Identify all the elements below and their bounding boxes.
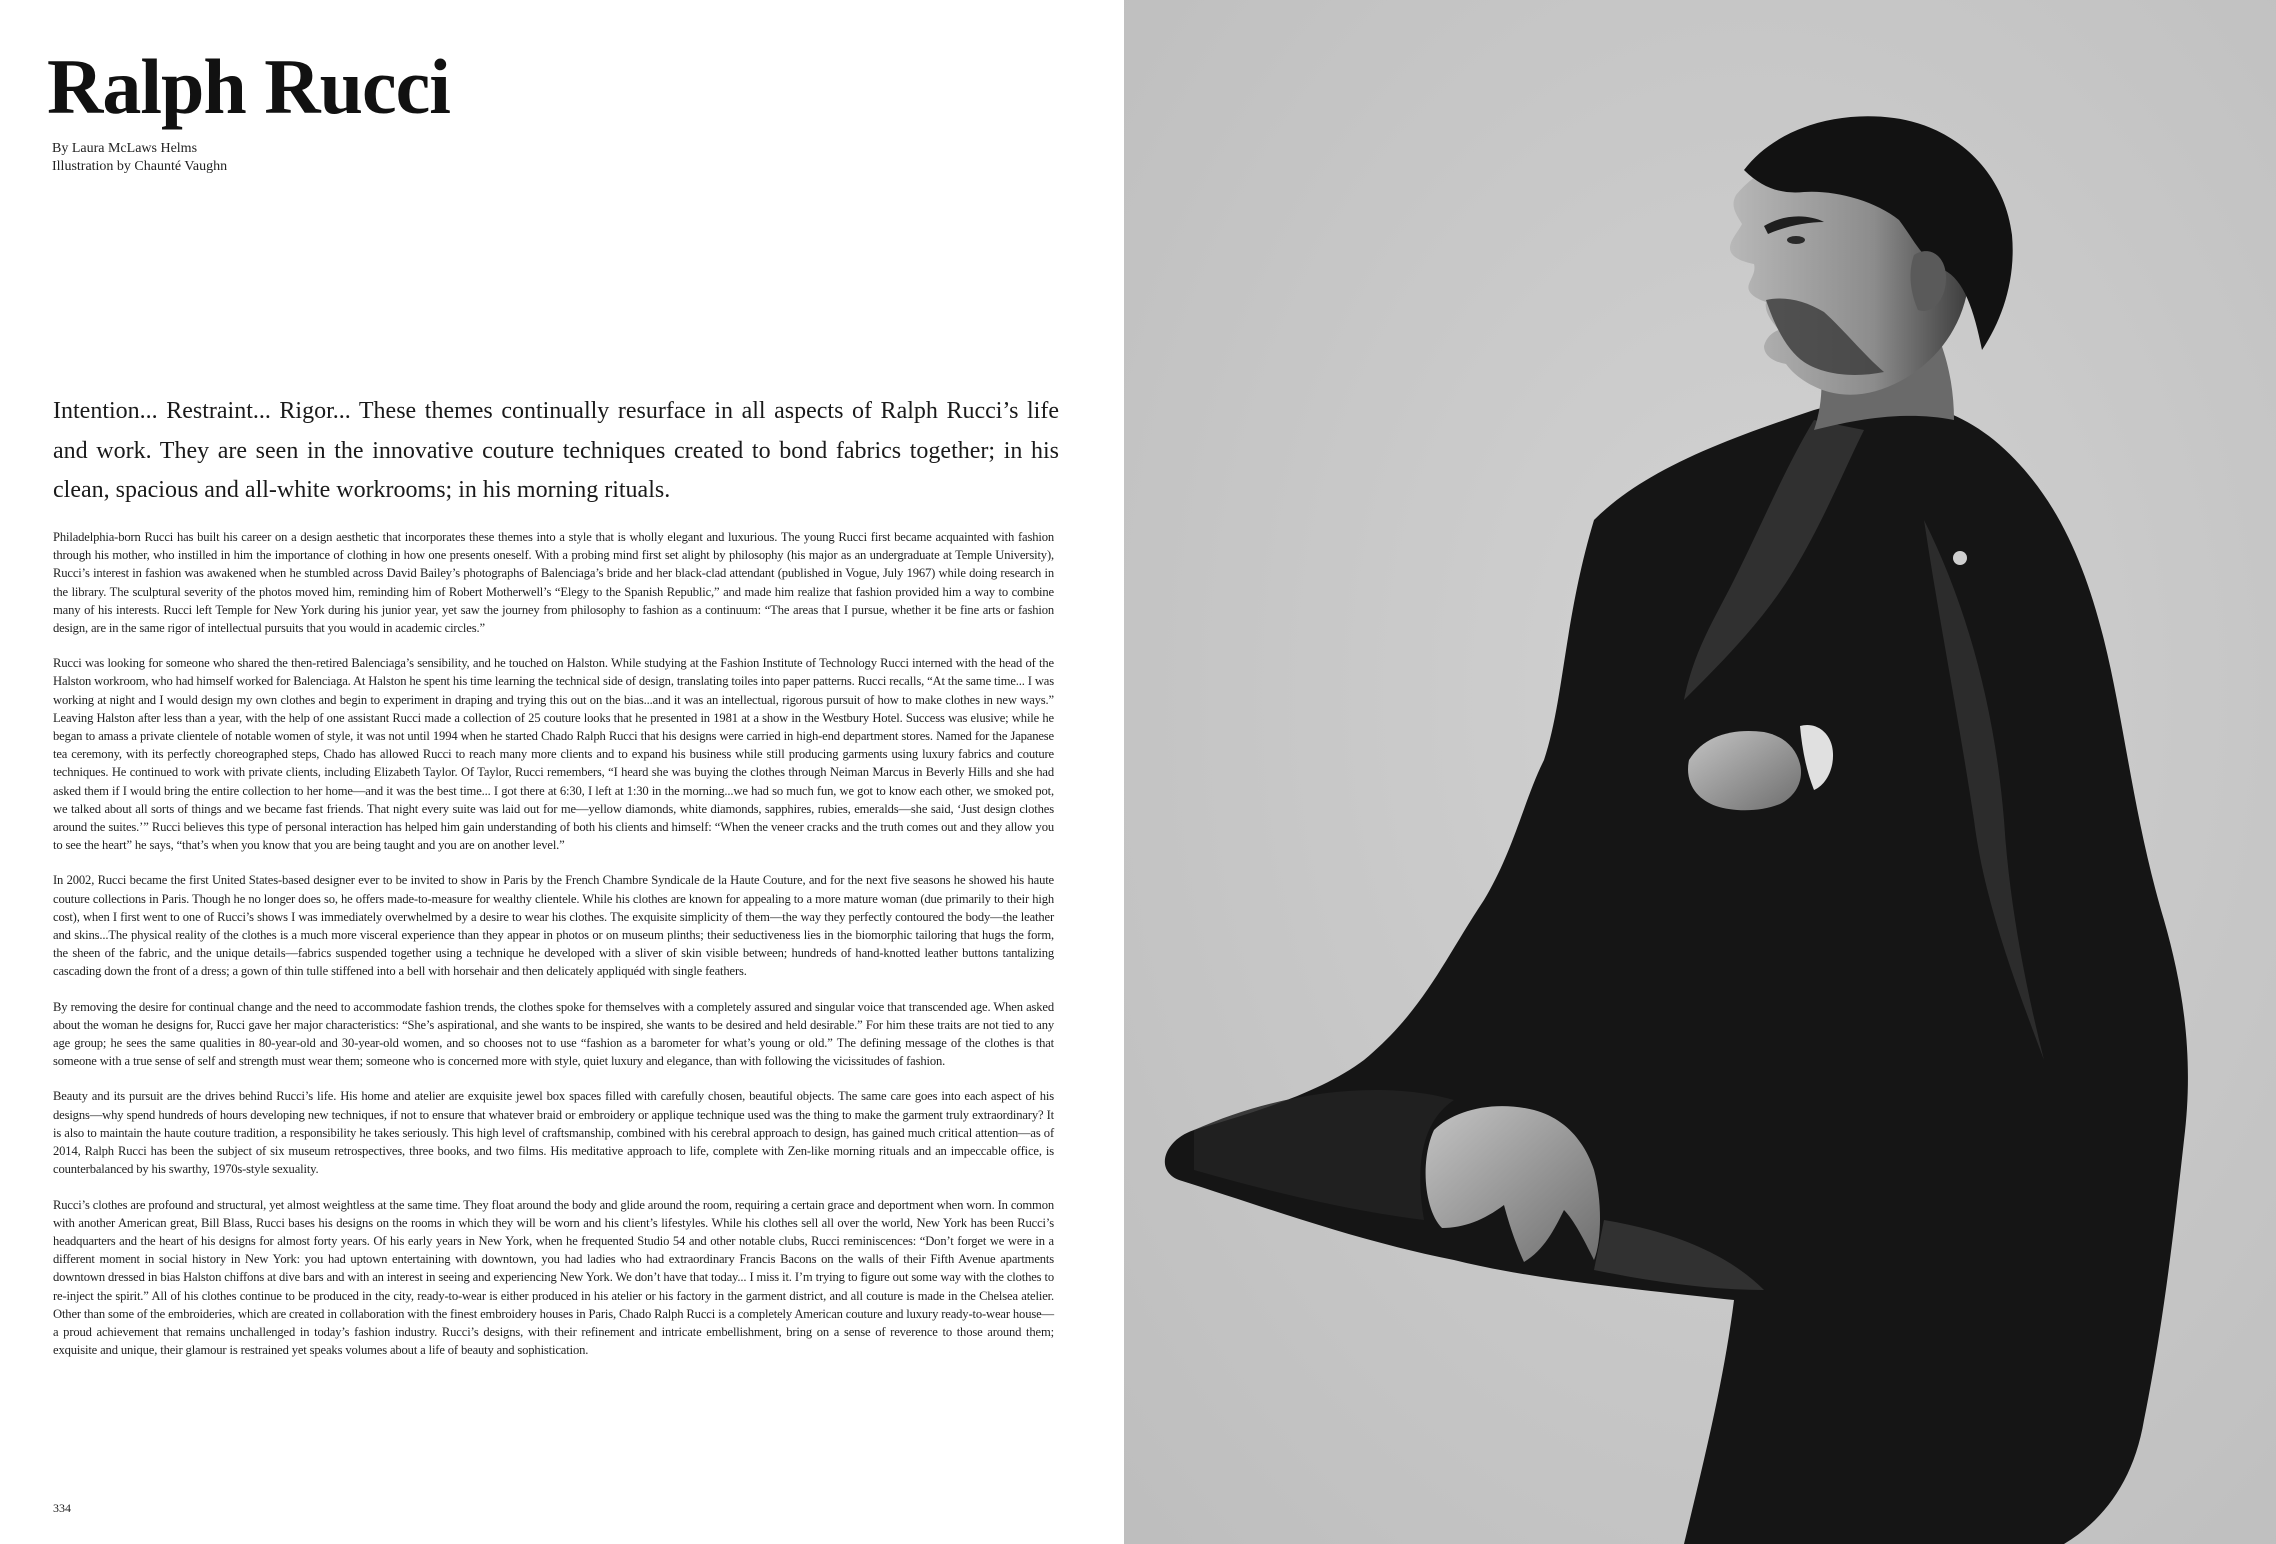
body-paragraph: Beauty and its pursuit are the drives behind Rucci’s life. His home and atelier are exquisite jewel box spaces filled with carefully chosen, beautiful objects. The same care goes into each aspect of his designs—why spend hundreds of hours developing new techniques, if not to ensure that whatever braid or embroidery or applique technique used was the thing to make the garment truly extraordinary? It is also to maintain the haute couture tradition, a responsibility he takes seriously. This high level of craftsmanship, combined with his cerebral approach to design, has gained much critical attention—as of 2014, Ralph Rucci has been the subject of six museum retrospectives, three books, and two films. His meditative approach to life, complete with Zen-like morning rituals and an impeccable office, is counterbalanced by his swarthy, 1970s-style sexuality.	[53, 1089, 1054, 1177]
eye	[1787, 236, 1805, 244]
body-paragraph: Rucci’s clothes are profound and structural, yet almost weightless at the same time. They float around the body and glide around the room, requiring a certain grace and deportment when worn. In common with another American great, Bill Blass, Rucci bases his designs on the rooms in which they will be worn and his client’s lifestyles. While his clothes sell all over the world, New York has been Rucci’s headquarters and the heart of his designs for almost forty years. Of his early years in New York, when he frequented Studio 54 and other notable clubs, Rucci reminiscences: “Don’t forget we were in a different moment in social history in New York: you had uptown entertaining with downtown, you had ladies who had extraordinary Francis Bacons on the walls of their Fifth Avenue apartments downtown dressed in bias Halston chiffons at dive bars and with an interest in seeing and experiencing New York. We don’t have that today... I miss it. I’m trying to figure out some way with the clothes to re-inject the spirit.” All of his clothes continue to be produced in the city, ready-to-wear is either produced in his atelier or his factory in the garment district, and all couture is made in the Chelsea atelier. Other than some of the embroideries, which are created in collaboration with the finest embroidery houses in Paris, Chado Ralph Rucci is a completely American couture and luxury ready-to-wear house—a proud achievement that remains unchallenged in today’s fashion industry. Rucci’s designs, with their refinement and intricate embellishment, bring on a sense of reverence to those around them; exquisite and unique, their glamour is restrained yet speaks volumes about a life of beauty and sophistication.	[53, 1197, 1054, 1358]
text-page	[0, 0, 1124, 1544]
article-body	[53, 528, 1054, 1376]
body-paragraph: In 2002, Rucci became the first United States-based designer ever to be invited to show in Paris by the French Chambre Syndicale de la Haute Couture, and for the next five seasons he showed his haute couture collections in Paris. Though he no longer does so, he offers made-to-measure for wealthy clientele. While his clothes are known for appealing to a more mature woman (due primarily to their high cost), when I first went to one of Rucci’s shows I was immediately overwhelmed by a desire to wear his clothes. The exquisite simplicity of them—the way they perfectly contoured the body—the leather and skins...The physical reality of the clothes is a much more visceral experience than they appear in photos or on museum plinths; their seductiveness lies in the biomorphic tailoring that hugs the form, the sheen of the fabric, and the unique details—fabrics suspended together using a technique he developed with a sliver of skin visible between; hundreds of hand-knotted leather buttons tantalizing cascading down the front of a dress; a gown of thin tulle stiffened into a bell with horsehair and then delicately appliquéd with single feathers.	[53, 873, 1054, 979]
body-paragraph: By removing the desire for continual change and the need to accommodate fashion trends, the clothes spoke for themselves with a completely assured and singular voice that transcended age. When asked about the woman he designs for, Rucci gave her major characteristics: “She’s aspirational, and she wants to be inspired, she wants to be desired and held desirable.” For him these traits are not tied to any age group; he sees the same qualities in 80-year-old and 30-year-old women, and so chooses not to use “fashion as a barometer for what’s young or old.” The defining message of the clothes is that someone with a true sense of self and strength must wear them; someone who is concerned more with style, quiet luxury and elegance, than with following the vicissitudes of fashion.	[53, 999, 1054, 1069]
byline-illustrator: Illustration by Chaunté Vaughn	[52, 159, 228, 174]
lapel-pin	[1953, 551, 1967, 565]
body-paragraph: Rucci was looking for someone who shared the then-retired Balenciaga’s sensibility, and he touched on Halston. While studying at the Fashion Institute of Technology Rucci interned with the head of the Halston workroom, who had himself worked for Balenciaga. At Halston he spent his time learning the technical side of design, translating toiles into paper patterns. Rucci recalls, “At the same time... I was working at night and I would design my own clothes and begin to experiment in draping and trying this out on the bias...and it was an intellectual, rigorous pursuit of how to make clothes in new ways.” Leaving Halston after less than a year, with the help of one assistant Rucci made a collection of 25 couture looks that he presented in 1981 at a show in the Westbury Hotel. Success was elusive; while he began to amass a private clientele of notable women of style, it was not until 1994 when he started Chado Ralph Rucci that his designs were carried in high-end department stores. Named for the Japanese tea ceremony, with its perfectly choreographed steps, Chado has allowed Rucci to reach many more clients and to expand his business while still producing garments using luxury fabrics and couture techniques. He continued to work with private clients, including Elizabeth Taylor. Of Taylor, Rucci remembers, “I heard she was buying the clothes through Neiman Marcus in Beverly Hills and she had asked them if I would bring the entire collection to her home—and it was the best time... I got there at 6:30, I left at 1:30 in the morning...we had so much fun, we got to know each other, we smoked pot, we talked about all sorts of things and we became fast friends. That night every suite was laid out for me—yellow diamonds, white diamonds, sapphires, rubies, emeralds—she said, ‘Just design clothes around the suites.’” Rucci believes this type of personal interaction has helped him gain understanding of both his clients and himself: “When the veneer cracks and the truth comes out and they allow you to see the heart” he says, “that’s when you know that you are being taught and you are on another level.”	[53, 656, 1054, 853]
byline-author: By Laura McLaws Helms	[52, 141, 198, 156]
illustration-page	[1124, 0, 2276, 1544]
body-paragraph: Philadelphia-born Rucci has built his career on a design aesthetic that incorporates these themes into a style that is wholly elegant and luxurious. The young Rucci first became acquainted with fashion through his mother, who instilled in him the importance of clothing in how one presents oneself. With a probing mind first set alight by philosophy (his major as an undergraduate at Temple University), Rucci’s interest in fashion was awakened when he stumbled across David Bailey’s photographs of Balenciaga’s bride and her black-clad attendant (published in Vogue, July 1967) while doing research in the library. The sculptural severity of the photos moved him, reminding him of Robert Motherwell’s “Elegy to the Spanish Republic,” and made him realize that fashion provided him a way to combine many of his interests. Rucci left Temple for New York during his junior year, yet saw the journey from philosophy to fashion as a continuum: “The areas that I pursue, whether it be fine arts or fashion design, are in the same rigor of intellectual pursuits that you would in academic circles.”	[53, 530, 1054, 636]
lede-paragraph: Intention... Restraint... Rigor... These themes continually resurface in all aspects of Ralph Rucci’s life and work. They are seen in the innovative couture techniques created to bond fabrics together; in his clean, spacious and all-white workrooms; in his morning rituals.	[53, 398, 1059, 503]
byline	[52, 140, 227, 176]
portrait-illustration	[1124, 0, 2276, 1544]
page-number: 334	[53, 1501, 71, 1515]
article-title: Ralph Rucci	[47, 43, 450, 130]
